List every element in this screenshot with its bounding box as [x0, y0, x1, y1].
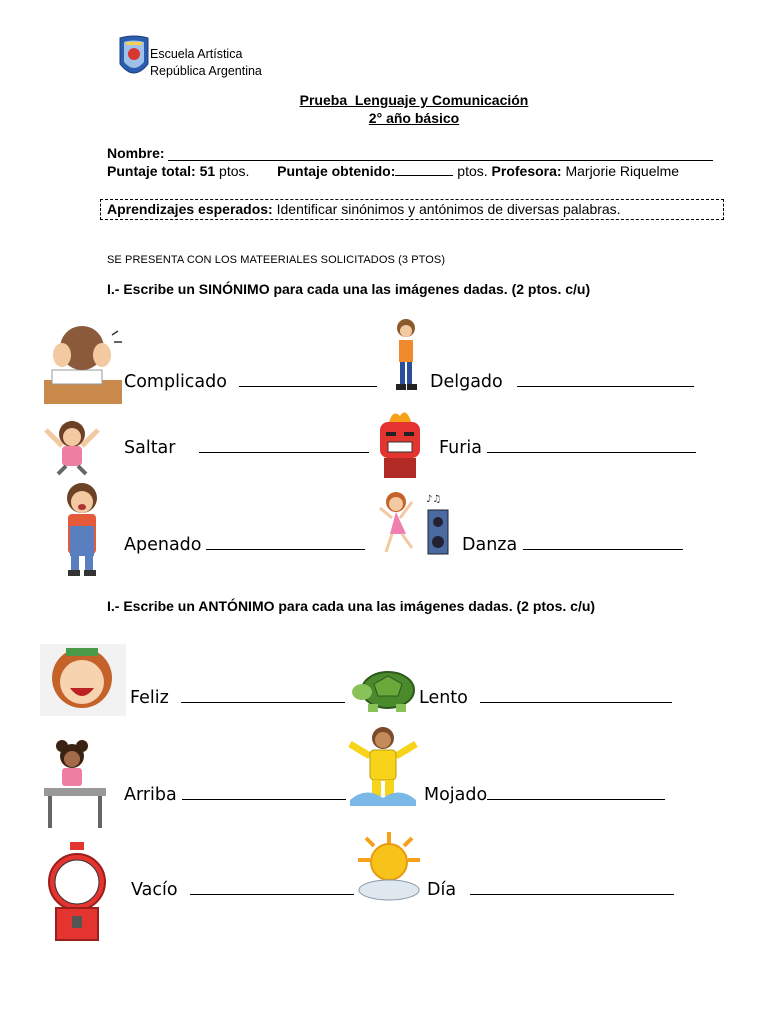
antonym-word-2: Lento: [419, 688, 672, 708]
nombre-label: Nombre:: [107, 145, 165, 161]
school-line2: República Argentina: [150, 64, 262, 78]
crying-boy-icon: [56, 480, 108, 578]
frustrated-student-icon: [42, 320, 124, 408]
answer-blank[interactable]: [487, 798, 665, 800]
answer-blank[interactable]: [480, 701, 672, 703]
answer-blank[interactable]: [190, 893, 354, 895]
synonym-word-1: Complicado: [124, 372, 377, 392]
dancing-girl-icon: [372, 488, 454, 560]
objectives-text: Identificar sinónimos y antónimos de diversas palabras.: [276, 201, 621, 217]
objectives-box: [100, 199, 724, 220]
synonym-word-5: Apenado: [124, 535, 365, 555]
happy-girl-icon: [40, 644, 126, 716]
gumball-machine-icon: [46, 842, 108, 942]
ptos-text: ptos.: [219, 163, 250, 179]
score-row: [107, 163, 679, 179]
antonym-word-1: Feliz: [130, 688, 345, 708]
sun-cloud-icon: [354, 830, 424, 902]
school-logo-icon: [118, 34, 150, 82]
boy-raincoat-splash-icon: [346, 724, 420, 806]
synonym-word-2: Delgado: [430, 372, 694, 392]
anger-character-icon: [372, 406, 428, 480]
turtle-icon: [352, 662, 416, 716]
antonym-word-3: Arriba: [124, 785, 346, 805]
school-name: [150, 46, 262, 80]
answer-blank[interactable]: [239, 385, 377, 387]
answer-blank[interactable]: [470, 893, 674, 895]
materials-note: SE PRESENTA CON LOS MATEERIALES SOLICITADOS (3 PTOS): [107, 254, 446, 266]
answer-blank[interactable]: [182, 798, 346, 800]
antonym-word-5: Vacío: [131, 880, 354, 900]
synonym-word-6: Danza: [462, 535, 683, 555]
puntaje-obtenido-label: Puntaje obtenido:: [277, 163, 396, 179]
answer-blank[interactable]: [523, 548, 683, 550]
answer-blank[interactable]: [199, 451, 369, 453]
svg-text:♪♫: ♪♫: [426, 494, 442, 505]
puntaje-total-value: 51: [199, 163, 216, 179]
ptos-text-2: ptos.: [457, 163, 488, 179]
nombre-input-line[interactable]: [168, 160, 713, 161]
page-title: Prueba Lenguaje y Comunicación: [299, 92, 529, 108]
antonym-word-4: Mojado: [424, 785, 665, 805]
antonym-word-6: Día: [427, 880, 674, 900]
synonym-word-3: Saltar: [124, 438, 369, 458]
antonyms-heading: I.- Escribe un ANTÓNIMO para cada una las imágenes dadas. (2 ptos. c/u): [107, 598, 596, 614]
synonym-word-4: Furia: [439, 438, 696, 458]
answer-blank[interactable]: [181, 701, 345, 703]
jumping-girl-icon: [40, 416, 100, 476]
objectives-label: Aprendizajes esperados:: [107, 201, 273, 217]
girl-on-table-icon: [42, 738, 108, 830]
profesora-name: Marjorie Riquelme: [565, 163, 680, 179]
answer-blank[interactable]: [487, 451, 696, 453]
profesora-label: Profesora:: [491, 163, 562, 179]
puntaje-obtenido-blank[interactable]: [395, 174, 453, 176]
puntaje-total-label: Puntaje total:: [107, 163, 196, 179]
answer-blank[interactable]: [517, 385, 694, 387]
school-line1: Escuela Artística: [150, 47, 243, 61]
thin-boy-icon: [390, 318, 422, 392]
page-subtitle: 2° año básico: [368, 110, 460, 126]
answer-blank[interactable]: [206, 548, 365, 550]
synonyms-heading: I.- Escribe un SINÓNIMO para cada una las imágenes dadas. (2 ptos. c/u): [107, 281, 591, 297]
